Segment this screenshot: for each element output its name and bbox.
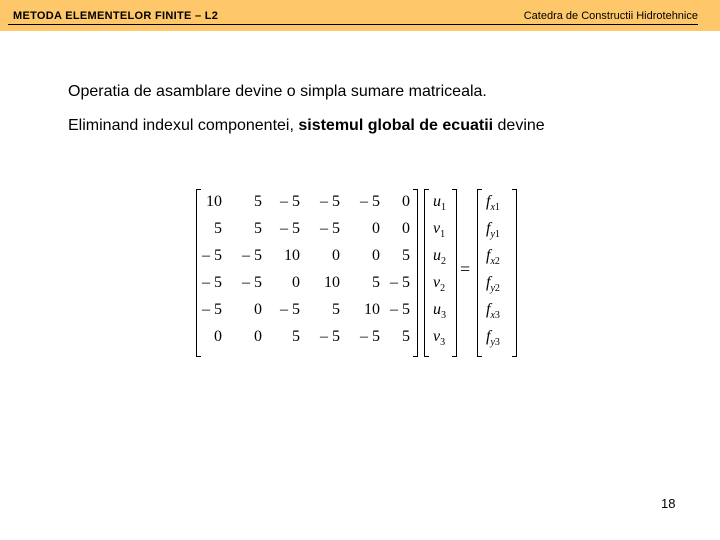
force-node-index: 1 [494, 229, 500, 241]
unknown-subscript: 3 [440, 337, 446, 349]
unknown-symbol: v [433, 328, 441, 345]
unknown-symbol: u [433, 301, 441, 318]
matrix-cell: 10 [284, 247, 300, 264]
matrix-cell: 10 [206, 193, 222, 210]
matrix-cell: 0 [402, 220, 410, 237]
line2-end: devine [493, 117, 545, 134]
unknown-entry [433, 301, 446, 321]
force-subscript [490, 229, 499, 240]
force-direction: y [490, 283, 495, 295]
unknown-symbol: u [433, 247, 441, 264]
force-direction: x [490, 202, 495, 214]
matrix-cell: 5 [254, 193, 262, 210]
matrix-cell: – 5 [390, 301, 410, 318]
force-direction: y [490, 229, 495, 241]
unknown-entry [433, 328, 445, 348]
unknown-entry [433, 247, 446, 267]
matrix-cell: – 5 [360, 328, 380, 345]
header-underline-right [260, 24, 698, 25]
matrix-cell: 0 [332, 247, 340, 264]
force-direction: x [490, 256, 495, 268]
matrix-cell: – 5 [242, 247, 262, 264]
forces-left-bracket [477, 189, 482, 357]
matrix-cell: 5 [254, 220, 262, 237]
force-direction: y [490, 337, 495, 349]
matrix-cell: 5 [402, 247, 410, 264]
matrix-cell: – 5 [202, 301, 222, 318]
course-title: METODA ELEMENTELOR FINITE – L2 [13, 10, 219, 22]
matrix-cell: – 5 [202, 274, 222, 291]
force-symbol: f [486, 274, 491, 291]
force-subscript [490, 283, 499, 294]
unknown-subscript: 1 [440, 229, 446, 241]
line2-bold-phrase: sistemul global de ecuatii [298, 117, 494, 134]
body-line-1: Operatia de asamblare devine o simpla sumare matriceala. [68, 83, 487, 100]
unknown-symbol: u [433, 193, 441, 210]
force-entry [486, 247, 500, 267]
force-direction: x [490, 310, 495, 322]
unknown-entry [433, 274, 445, 294]
unknown-subscript: 1 [441, 202, 446, 214]
matrix-cell: 0 [254, 328, 262, 345]
unknown-subscript: 2 [440, 283, 446, 295]
slide-header [0, 0, 720, 31]
matrix-cell: 0 [372, 220, 380, 237]
matrix-cell: 0 [292, 274, 300, 291]
matrix-cell: – 5 [202, 247, 222, 264]
force-entry [486, 328, 500, 348]
unknown-entry [433, 220, 445, 240]
equals-sign: = [460, 259, 471, 279]
force-entry [486, 274, 500, 294]
matrix-cell: – 5 [320, 328, 340, 345]
force-subscript [490, 202, 499, 213]
force-entry [486, 193, 500, 213]
matrix-cell: 5 [214, 220, 222, 237]
force-symbol: f [486, 193, 491, 210]
unknown-subscript: 3 [441, 310, 446, 322]
matrix-cell: 0 [214, 328, 222, 345]
matrix-cell: 5 [402, 328, 410, 345]
force-symbol: f [486, 247, 491, 264]
unknown-subscript: 2 [441, 256, 446, 268]
body-line-2 [68, 117, 545, 135]
matrix-right-bracket [413, 189, 418, 357]
force-node-index: 3 [494, 310, 500, 322]
force-node-index: 3 [494, 337, 500, 349]
matrix-cell: – 5 [320, 220, 340, 237]
page-number: 18 [661, 496, 676, 511]
force-entry [486, 220, 500, 240]
force-subscript [490, 337, 499, 348]
unknown-symbol: v [433, 220, 441, 237]
department-name: Catedra de Constructii Hidrotehnice [523, 10, 698, 22]
global-equation-system [192, 187, 532, 357]
unknowns-left-bracket [424, 189, 429, 357]
matrix-cell: – 5 [280, 301, 300, 318]
force-symbol: f [486, 301, 491, 318]
force-node-index: 2 [494, 256, 500, 268]
unknown-symbol: v [433, 274, 441, 291]
matrix-cell: – 5 [360, 193, 380, 210]
matrix-cell: 5 [332, 301, 340, 318]
force-node-index: 2 [494, 283, 500, 295]
matrix-cell: 10 [364, 301, 380, 318]
force-subscript [490, 310, 499, 321]
matrix-cell: 0 [402, 193, 410, 210]
force-subscript [490, 256, 499, 267]
matrix-cell: – 5 [242, 274, 262, 291]
matrix-cell: 5 [292, 328, 300, 345]
matrix-cell: 5 [372, 274, 380, 291]
header-underline-left [8, 24, 260, 25]
forces-right-bracket [512, 189, 517, 357]
matrix-cell: – 5 [280, 193, 300, 210]
matrix-cell: 0 [254, 301, 262, 318]
line2-start: Eliminand indexul componentei, [68, 117, 299, 134]
force-node-index: 1 [494, 202, 500, 214]
unknown-entry [433, 193, 446, 213]
matrix-cell: 10 [324, 274, 340, 291]
matrix-cell: – 5 [320, 193, 340, 210]
unknowns-right-bracket [452, 189, 457, 357]
force-symbol: f [486, 328, 491, 345]
force-symbol: f [486, 220, 491, 237]
force-entry [486, 301, 500, 321]
matrix-cell: – 5 [390, 274, 410, 291]
matrix-cell: 0 [372, 247, 380, 264]
matrix-cell: – 5 [280, 220, 300, 237]
